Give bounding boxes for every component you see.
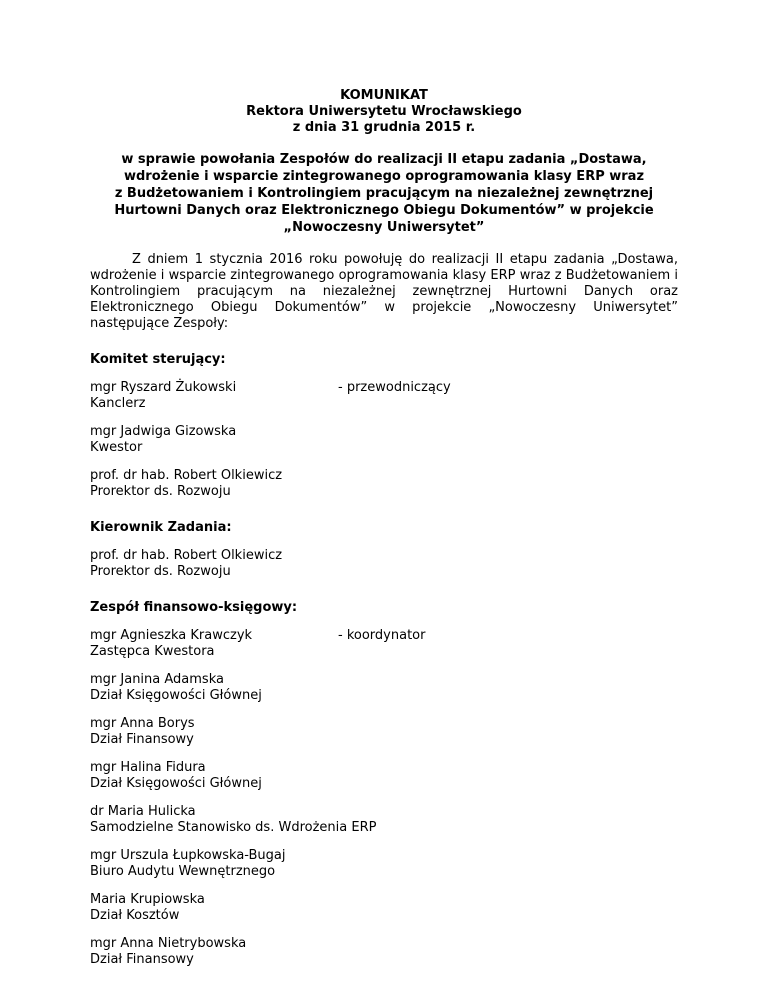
member-name: mgr Jadwiga Gizowska (90, 424, 237, 439)
member-entry (90, 424, 678, 456)
subject-line: z Budżetowaniem i Kontrolingiem pracującym na niezależnej zewnętrznej (114, 186, 654, 201)
member-name: mgr Agnieszka Krawczyk (90, 628, 253, 643)
member-position: Dział Finansowy (90, 952, 194, 967)
member-entry (90, 760, 678, 792)
announcement-subject (90, 151, 678, 236)
member-name: dr Maria Hulicka (90, 804, 196, 819)
member-name: mgr Urszula Łupkowska-Bugaj (90, 848, 286, 863)
member-position: Zastępca Kwestora (90, 644, 215, 659)
member-position: Kanclerz (90, 396, 146, 411)
document-page (90, 88, 678, 968)
member-entry (90, 672, 678, 704)
member-name: prof. dr hab. Robert Olkiewicz (90, 468, 283, 483)
member-name: mgr Halina Fidura (90, 760, 206, 775)
section-title-steering: Komitet sterujący: (90, 352, 226, 367)
member-name: mgr Anna Nietrybowska (90, 936, 247, 951)
intro-paragraph: Z dniem 1 stycznia 2016 roku powołuję do realizacji II etapu zadania „Dostawa, wdrożenie i wsparcie zintegrowanego oprogramowania klasy ERP wraz z Budżetowaniem i Kontrolingiem pracującym na niezależnej zewnętrznej Hurtowni Danych oraz Elektronicznego Obiegu Dokumentów” w projekcie „Nowoczesny Uniwersytet” następujące Zespoły: (90, 252, 678, 331)
subject-line: „Nowoczesny Uniwersytet” (283, 220, 485, 235)
member-role: - przewodniczący (338, 380, 451, 395)
member-name: mgr Janina Adamska (90, 672, 224, 687)
subject-line: w sprawie powołania Zespołów do realizacji II etapu zadania „Dostawa, (121, 152, 647, 167)
member-name: mgr Anna Borys (90, 716, 195, 731)
member-position: Dział Kosztów (90, 908, 180, 923)
member-entry (90, 468, 678, 500)
member-entry (90, 380, 678, 412)
member-entry (90, 628, 678, 660)
announcement-header (90, 88, 678, 136)
member-entry (90, 804, 678, 836)
member-position: Dział Księgowości Głównej (90, 688, 262, 703)
subject-line: wdrożenie i wsparcie zintegrowanego oprogramowania klasy ERP wraz (123, 169, 645, 184)
member-entry (90, 548, 678, 580)
section-title-finance: Zespół finansowo-księgowy: (90, 600, 298, 615)
member-name: mgr Ryszard Żukowski (90, 380, 237, 395)
subject-line: Hurtowni Danych oraz Elektronicznego Obiegu Dokumentów” w projekcie (114, 203, 654, 218)
member-name: Maria Krupiowska (90, 892, 205, 907)
member-entry (90, 892, 678, 924)
member-position: Kwestor (90, 440, 143, 455)
member-role: - koordynator (338, 628, 426, 643)
section-title-manager: Kierownik Zadania: (90, 520, 232, 535)
member-name: prof. dr hab. Robert Olkiewicz (90, 548, 283, 563)
member-entry (90, 716, 678, 748)
member-position: Biuro Audytu Wewnętrznego (90, 864, 276, 879)
member-position: Prorektor ds. Rozwoju (90, 484, 231, 499)
member-entry (90, 936, 678, 968)
member-position: Dział Księgowości Głównej (90, 776, 262, 791)
member-position: Dział Finansowy (90, 732, 194, 747)
header-title: KOMUNIKAT (340, 88, 428, 103)
member-position: Samodzielne Stanowisko ds. Wdrożenia ERP (90, 820, 377, 835)
member-position: Prorektor ds. Rozwoju (90, 564, 231, 579)
member-entry (90, 848, 678, 880)
header-date: z dnia 31 grudnia 2015 r. (292, 120, 476, 135)
header-issuer: Rektora Uniwersytetu Wrocławskiego (246, 104, 522, 119)
